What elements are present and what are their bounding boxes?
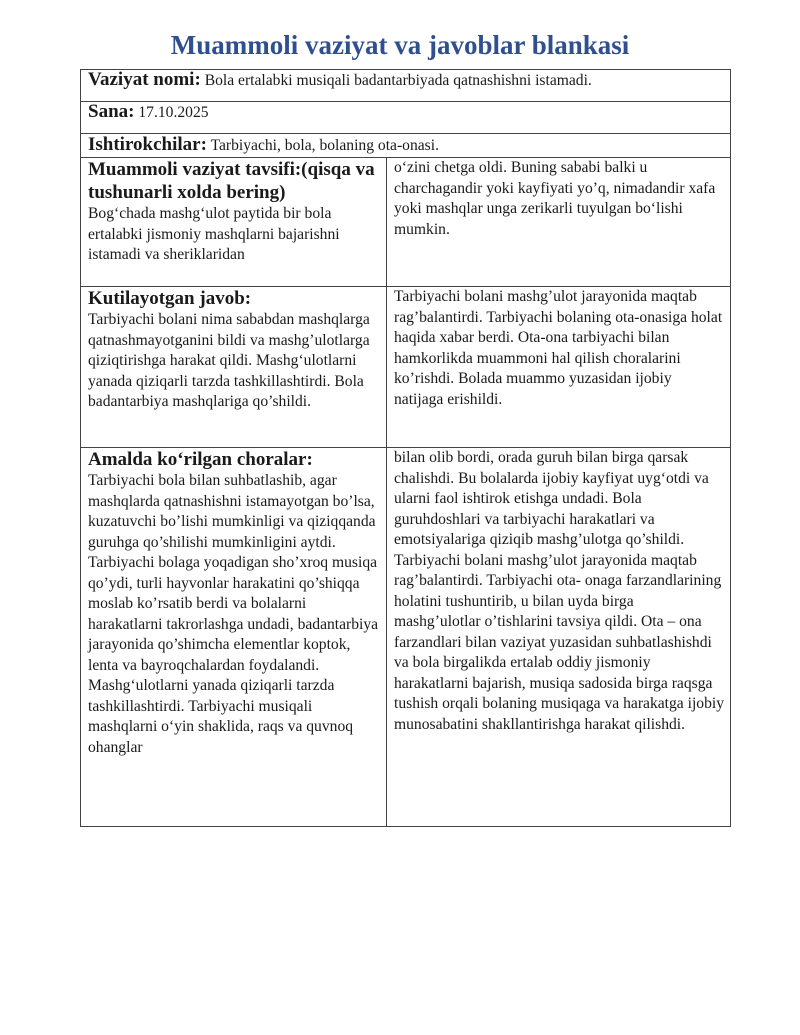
situation-value: Bola ertalabki musiqali badantarbiyada qatnashishni istamadi.	[204, 72, 592, 89]
participants-value: Tarbiyachi, bola, bolaning ota-onasi.	[210, 137, 439, 154]
document-title: Muammoli vaziyat va javoblar blankasi	[170, 30, 630, 60]
situation-label: Vaziyat nomi:	[88, 69, 201, 90]
date-row	[81, 102, 731, 134]
expected-text-left: Tarbiyachi bolani nima sababdan mashqlarga qatnashmayotganini bildi va mashg’ulotlarga qiziqtirishga harakat qildi. Mashg‘ulotlarni yanada qiziqarli tarzda tashkillashtirdi. Bola badantarbiya mashqlariga qo’shildi.	[88, 311, 370, 410]
actions-right-cell	[387, 448, 731, 827]
expected-row	[81, 287, 731, 448]
actions-text-left: Tarbiyachi bola bilan suhbatlashib, agar mashqlarda qatnashishni istamayotgan bo’lsa, kuzatuvchi bo’lishi mumkinligi va qiziqqanda guruhga qo’shilishi mumkinligini aytdi. Tarbiyachi bolaga yoqadigan sho’xroq musiqa qo’ydi, turli hayvonlar harakatini qo’shiqqa moslab ko’rsatib berdi va bolalarni harakatlarni takrorlashga undadi, badantarbiya jarayonida qo’shimcha elementlar koptok, lenta va bayroqchalardan foydalandi. Mashg‘ulotlarni yanada qiziqarli tarzda tashkillashtirdi. Tarbiyachi musiqali mashqlarni o‘yin shaklida, raqs va quvnoq ohanglar	[88, 472, 379, 756]
actions-row	[81, 448, 731, 827]
participants-label: Ishtirokchilar:	[88, 134, 207, 155]
situation-form-table	[80, 69, 731, 827]
actions-left-cell	[81, 448, 387, 827]
expected-left-cell	[81, 287, 387, 448]
date-value: 17.10.2025	[138, 104, 209, 121]
date-cell	[81, 102, 731, 134]
expected-heading: Kutilayotgan javob:	[88, 288, 252, 309]
situation-row	[81, 70, 731, 102]
description-row	[81, 158, 731, 287]
actions-text-right: bilan olib bordi, orada guruh bilan birga qarsak chalishdi. Bu bolalarda ijobiy kayfiyat uyg‘otdi va ularni faol ishtirok etishga undadi. Bola guruhdoshlari va tarbiyachi harakatlari va emotsiyalariga qiziqib mashg’ulotga qo’shildi. Tarbiyachi bolani mashg’ulot jarayonida maqtab rag’balantirdi. Tarbiyachi ota- onaga farzandlarining holatini tushuntirib, u bilan uyda birga mashg’ulotlar o’tishlarini tavsiya qildi. Ota – ona farzandlari bilan vaziyat yuzasidan suhbatlashishdi va bola birgalikda ertalab oddiy jismoniy harakatlarni bajarish, musiqa sadosida birga raqsga tushish orqali bolaning musiqaga va harakatga ijobiy munosabatini shakllantirishga harakat qilishdi.	[394, 449, 724, 733]
description-heading: Muammoli vaziyat tavsifi:(qisqa va tushunarli xolda bering)	[88, 159, 375, 203]
date-label: Sana:	[88, 101, 135, 122]
expected-right-cell	[387, 287, 731, 448]
description-text-left: Bog‘chada mashg‘ulot paytida bir bola ertalabki jismoniy mashqlarni bajarishni istamadi va sheriklaridan	[88, 205, 340, 263]
description-text-right: o‘zini chetga oldi. Buning sababi balki u charchagandir yoki kayfiyati yo’q, nimadandir xafa yoki mashqlar unga zerikarli tuyulgan bo‘lishi mumkin.	[394, 159, 716, 238]
expected-text-right: Tarbiyachi bolani mashg’ulot jarayonida maqtab rag’balantirdi. Tarbiyachi bolaning ota-onasiga holat haqida xabar berdi. Ota-ona tarbiyachi bilan hamkorlikda muammoni hal qilish choralarini ko’rishdi. Bolada muammo yuzasidan ijobiy natijaga erishildi.	[394, 288, 723, 408]
participants-cell	[81, 134, 731, 158]
actions-heading: Amalda ko‘rilgan choralar:	[88, 449, 313, 470]
description-right-cell	[387, 158, 731, 287]
description-left-cell	[81, 158, 387, 287]
participants-row	[81, 134, 731, 158]
situation-cell	[81, 70, 731, 102]
